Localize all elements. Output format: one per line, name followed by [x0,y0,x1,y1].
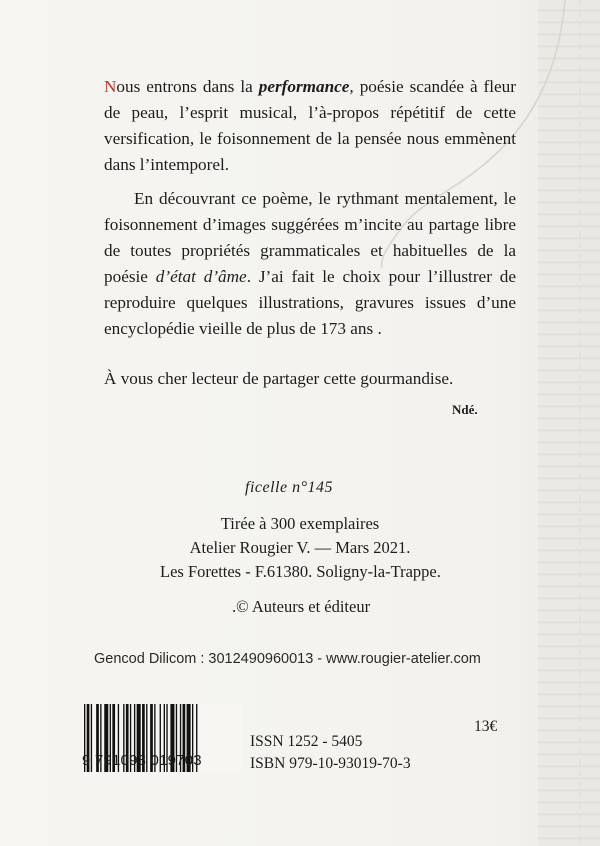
isbn: ISBN 979-10-93019-70-3 [250,755,411,772]
paragraph-1: Nous entrons dans la performance, poésie scandée à fleur de peau, l’esprit musical, l’à-propos répétitif de cette versification, le foisonnement de la pensée nous emmènent dans l’intemporel. [104,77,516,174]
ficelle-number: ficelle n°145 [245,479,333,496]
issn: ISSN 1252 - 5405 [250,733,363,750]
paragraph-3: À vous cher lecteur de partager cette gourmandise. [104,369,454,388]
issn-isbn-block [250,731,411,775]
publisher-address: Les Forettes - F.61380. Soligny-la-Trappe. [160,562,441,581]
paragraph-2: En découvrant ce poème, le rythmant mentalement, le foisonnement d’images suggérées m’incite au partage libre de toutes propriétés grammaticales et habituelles de la poésie d’état d’âme. J’ai fait le choix pour l’illustrer de reproduire quelques illustrations, gravures issues d’une encyclopédie vieille de plus de 173 ans . [104,189,516,338]
etat-dame-phrase: d’état d’âme [155,267,247,286]
gencod-line: Gencod Dilicom : 3012490960013 - www.rougier-atelier.com [94,651,481,667]
barcode-digits: 9 791093 019703 [82,752,202,769]
spine-binding [538,0,600,846]
main-text [104,74,516,392]
publisher-date: Atelier Rougier V. — Mars 2021. [189,538,411,557]
performance-word: performance [258,77,350,96]
copyright-line: .© Auteurs et éditeur [232,597,371,616]
price: 13€ [474,718,498,735]
signature: Ndé. [452,402,478,417]
drop-letter: N [104,77,117,96]
colophon-block [160,512,440,584]
print-run: Tirée à 300 exemplaires [220,514,380,533]
